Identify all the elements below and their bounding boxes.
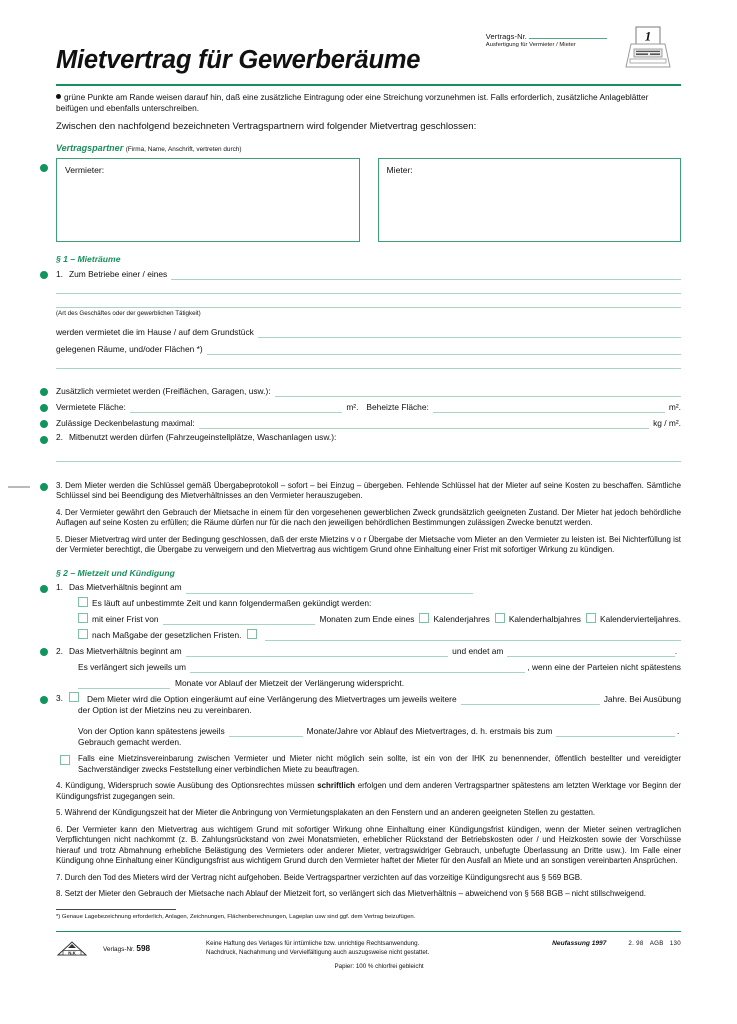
shared-use-input-1[interactable] — [56, 448, 681, 462]
item-number: 1. — [56, 269, 63, 280]
item-label: Zum Betriebe einer / eines — [69, 269, 168, 280]
checkbox-calendar-half-year[interactable] — [495, 613, 505, 623]
tenant-box[interactable] — [378, 158, 682, 242]
extension-period-input[interactable] — [190, 660, 525, 673]
landlord-box[interactable] — [56, 158, 360, 242]
additional-rented-input[interactable] — [275, 384, 681, 397]
item-label: Mitbenutzt werden dürfen (Fahrzeugeinstellplätze, Waschanlagen usw.): — [69, 432, 337, 443]
checkbox-option-right[interactable] — [69, 692, 79, 702]
green-dot-marker — [40, 648, 48, 656]
option-first-date-input[interactable] — [556, 724, 675, 737]
title-divider — [56, 84, 681, 86]
option-notice-input[interactable] — [229, 724, 303, 737]
property-address-input[interactable] — [258, 325, 681, 338]
term-start-input[interactable] — [186, 644, 449, 657]
section2-para5: 5. Während der Kündigungszeit hat der Mieter die Anbringung von Vermietungsplakaten an den Fenstern und an anderen geeigneten Stellen zu gestatten. — [56, 808, 596, 818]
green-dot-marker — [40, 388, 48, 396]
green-dot-note: grüne Punkte am Rande weisen darauf hin, daß eine zusätzliche Eintragung oder eine Streichung vorzunehmen ist. Falls erforderlich, zusätzliche Anlageblätter beifügen und ebenfalls unterschreiben. — [56, 91, 649, 113]
other-period-input[interactable] — [265, 628, 681, 641]
section1-areas: Vermietete Fläche: m². Beheizte Fläche: m². — [56, 400, 681, 413]
footer-edition: Neufassung 1997 — [552, 940, 607, 948]
section1-additional: Zusätzlich vermietet werden (Freiflächen, Garagen, usw.): — [56, 384, 681, 397]
section2-item2-extension: Es verlängert sich jeweils um , wenn eine der Parteien nicht spätestens — [78, 661, 681, 672]
section1-rented-line2: gelegenen Räume, und/oder Flächen *) — [56, 342, 681, 355]
rooms-areas-input-2[interactable] — [56, 355, 681, 369]
section1-para4: 4. Der Vermieter gewährt den Gebrauch der Mietsache in einem für den vorgesehenen gewerblichen Zweck grundsätzlich geeigneten Zustand. Der Mieter hat jedoch behördliche Auflagen auf seine Kosten zu erfüllen; die Räume dürfen nur für die nach den jeweiligen behördlichen Bestimmungen zulässigen Zwecke benutzt werden. — [56, 507, 681, 528]
section-1-heading: § 1 – Mieträume — [56, 254, 121, 265]
black-dot-icon — [56, 94, 61, 99]
lease-start-input[interactable] — [186, 581, 474, 594]
item-number: 2. — [56, 645, 63, 656]
section2-option-notice-period: mit einer Frist von Monaten zum Ende eines Kalenderjahres Kalenderhalbjahres Kalendervierteljahres. — [78, 612, 681, 625]
green-dot-marker — [40, 271, 48, 279]
publisher-logo-icon — [56, 940, 100, 957]
checkbox-indefinite[interactable] — [78, 597, 88, 607]
section1-para5: 5. Dieser Mietvertrag wird unter der Bedingung geschlossen, daß der erste Mietzins v o r Übergabe der Mietsache vom Mieter an den Vermieter zu leisten ist. Bei Nichterfüllung ist der Vermieter berechtigt, die Übergabe zu verweigern und den Mietvertrag aus wichtigem Grund ohne Einhaltung einer Frist mit sofortiger Wirkung zu kündigen. — [56, 534, 681, 555]
green-dot-marker — [40, 420, 48, 428]
section1-ceiling-load: Zulässige Deckenbelastung maximal: kg / m². — [56, 416, 681, 429]
business-type-input-3[interactable] — [56, 294, 681, 308]
registration-mark — [8, 486, 30, 488]
item-number: 2. — [56, 432, 63, 443]
svg-text:N.K: N.K — [68, 950, 76, 956]
rented-area-input[interactable] — [130, 400, 343, 413]
heated-area-input[interactable] — [433, 400, 665, 413]
footer-disclaimer: Keine Haftung des Verlages für irrtümliche bzw. unrichtige Rechtsanwendung. Nachdruck, Nachahmung und Vervielfältigung auch auszugsweise nicht gestattet. Papier: 100 % chlorfrei gebleicht — [206, 940, 552, 972]
section1-para3: 3. Dem Mieter werden die Schlüssel gemäß Übergabeprotokoll – sofort – bei Einzug – übergeben. Fehlende Schlüssel hat der Mieter auf seine Kosten zu beschaffen. Sämtliche Schlüssel sind bei Beendigung des Mietverhältnisses an den Vermieter herauszugeben. — [56, 481, 681, 502]
footer-divider — [56, 931, 681, 932]
section2-para4: 4. Kündigung, Widerspruch sowie Ausübung des Optionsrechtes müssen schriftlich erfolgen und dem anderen Vertragspartner spätestens am letzten Werktage vor Beginn der Kündigungsfrist zugegangen sein. — [56, 781, 681, 801]
business-type-input-1[interactable] — [171, 267, 681, 280]
publisher-number: Verlags-Nr. 598 — [103, 944, 151, 954]
option-years-input[interactable] — [461, 692, 600, 705]
landlord-label: Vermieter: — [65, 165, 105, 176]
footer-codes: 2. 98 AGB 130 — [628, 940, 681, 948]
green-dot-marker — [40, 696, 48, 704]
section2-option-indefinite: Es läuft auf unbestimmte Zeit und kann folgendermaßen gekündigt werden: — [78, 597, 681, 609]
item-label: Das Mietverhältnis beginnt am — [69, 645, 182, 656]
business-type-input-2[interactable] — [56, 280, 681, 294]
green-dot-marker — [40, 585, 48, 593]
section2-para8: 8. Setzt der Mieter den Gebrauch der Mietsache nach Ablauf der Mietzeit fort, so verlängert sich das Mietverhältnis – abweichend von § 568 BGB – nicht stillschweigend. — [56, 889, 646, 899]
section2-para6: 6. Der Vermieter kann den Mietvertrag aus wichtigem Grund mit sofortiger Wirkung ohne Einhaltung einer Kündigungsfrist kündigen, wenn der Mieter seinen vertraglichen Verpflichtungen nicht nachkommt (z. B. Zahlungsrückstand von zwei Monatsmieten, erheblicher Rückstand der Betriebskosten oder / und Heizkosten sowie der Vorschüsse hierauf und trotz Abmahnung erhebliche Belästigung des Vermieters oder anderer Mieter, vertragswidriger Gebrauch, unbefugte Überlassung an Dritte usw.). Im Falle einer Kündigung ohne Einhaltung einer Kündigungsfrist aus wichtigem Grund durch den Vermieter haftet der Mieter für den Ausfall an Miete und an sonstigen vereinbarten Ansprüchen. — [56, 824, 681, 866]
section2-ihk-clause: Falls eine Mietzinsvereinbarung zwischen Vermieter und Mieter nicht möglich sein sollte, ist ein von der IHK zu benennender, öffentlich bestellter und vereidigter Sachverständiger zwecks Feststellung einer verbindlichen Miete zu beauftragen. — [78, 754, 681, 775]
form-footer — [56, 940, 681, 972]
tenant-label: Mieter: — [386, 165, 413, 176]
partners-heading: Vertragspartner (Firma, Name, Anschrift, vertreten durch) — [56, 143, 242, 154]
item-number: 1. — [56, 582, 63, 593]
footnote-text: *) Genaue Lagebezeichnung erforderlich, Anlagen, Zeichnungen, Flächenberechnungen, Lageplan usw sind ggf. dem Vertrag beizufügen. — [56, 913, 416, 920]
item-label: Das Mietverhältnis beginnt am — [69, 582, 182, 593]
section2-item1 — [56, 581, 681, 594]
contract-number-block — [486, 30, 607, 48]
rooms-areas-spacer — [56, 369, 681, 382]
ceiling-load-input[interactable] — [199, 416, 649, 429]
green-dot-marker — [40, 164, 48, 172]
partner-boxes — [56, 158, 681, 242]
checkbox-other-period[interactable] — [247, 629, 257, 639]
paper-note: Papier: 100 % chlorfrei gebleicht — [334, 963, 424, 970]
publisher-logo-block — [56, 940, 206, 957]
checkbox-calendar-quarter[interactable] — [586, 613, 596, 623]
objection-months-input[interactable] — [78, 676, 170, 689]
checkbox-calendar-year[interactable] — [419, 613, 429, 623]
rooms-areas-input-1[interactable] — [207, 342, 681, 355]
section2-option-legal-periods: nach Maßgabe der gesetzlichen Fristen. — [78, 628, 681, 641]
page-title: Mietvertrag für Gewerberäume — [56, 46, 421, 74]
shared-use-spacer — [56, 462, 681, 475]
section-2-heading: § 2 – Mietzeit und Kündigung — [56, 567, 175, 578]
business-type-caption: (Art des Geschäftes oder der gewerblichen Tätigkeit) — [56, 310, 201, 318]
checkbox-ihk-expert[interactable] — [60, 755, 70, 765]
section2-item2-objection: Monate vor Ablauf der Mietzeit der Verlängerung widerspricht. — [78, 676, 681, 689]
form-sheet — [56, 26, 681, 972]
section2-item3: 3. Dem Mieter wird die Option eingeräumt auf eine Verlängerung des Mietvertrages um jeweils weitere Jahre. Bei Ausübung der Option ist der Mietzins neu zu vereinbaren. — [56, 692, 681, 716]
intro-text: Zwischen den nachfolgend bezeichneten Vertragspartnern wird folgender Mietvertrag geschlossen: — [56, 121, 477, 133]
checkbox-notice-period[interactable] — [78, 613, 88, 623]
notice-months-input[interactable] — [163, 612, 316, 625]
green-dot-marker — [40, 483, 48, 491]
typewriter-icon — [621, 26, 677, 70]
term-end-input[interactable] — [507, 644, 674, 657]
copy-for-label: Ausfertigung für Vermieter / Mieter — [485, 42, 576, 48]
section2-item3-exercise-end: Gebrauch gemacht werden. — [78, 737, 182, 748]
section2-item2: 2. Das Mietverhältnis beginnt am und endet am . — [56, 644, 681, 657]
contract-number-label: Vertrags-Nr. — [486, 30, 607, 41]
checkbox-legal-periods[interactable] — [78, 629, 88, 639]
footnote-divider — [56, 909, 176, 910]
contract-number-input[interactable] — [529, 30, 607, 39]
green-dot-marker — [40, 436, 48, 444]
section2-item3-exercise: Von der Option kann spätestens jeweils Monate/Jahre vor Ablauf des Mietvertrages, d. h. erstmais bis zum . Gebrauch gemacht werden. — [78, 725, 680, 748]
section2-para7: 7. Durch den Tod des Mieters wird der Vertrag nicht aufgehoben. Beide Vertragspartner verzichten auf das vorzeitige Kündigungsrecht aus § 569 BGB. — [56, 872, 583, 882]
form-header — [56, 26, 681, 84]
section1-item2 — [56, 432, 681, 443]
item-number: 3. — [56, 692, 63, 703]
green-dot-marker — [40, 404, 48, 412]
section1-item1 — [56, 267, 681, 280]
section1-rented-line1: werden vermietet die im Hause / auf dem Grundstück — [56, 325, 681, 338]
svg-text:1: 1 — [644, 28, 652, 44]
